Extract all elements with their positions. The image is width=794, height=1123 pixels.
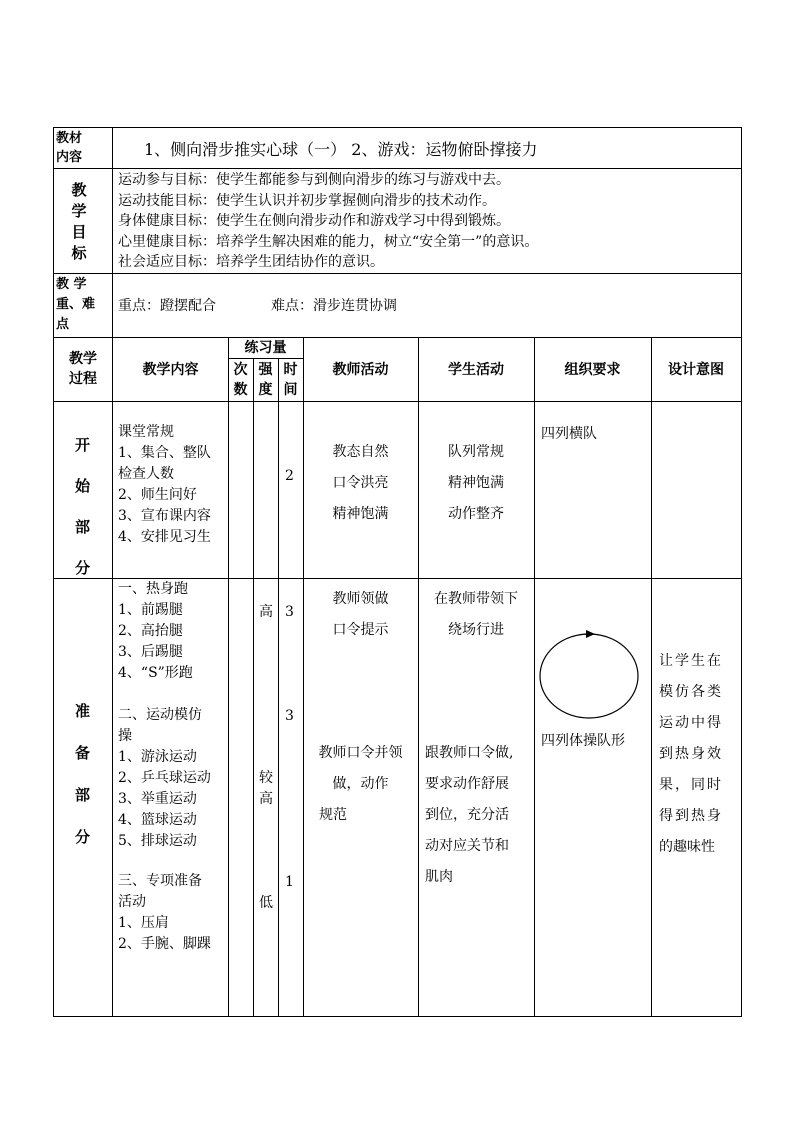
teacher-line: 做，动作 — [332, 776, 389, 792]
design-line: 到热身效 — [659, 746, 723, 762]
prep-intensity-low: 低 — [259, 895, 273, 911]
student-line: 到位，充分活 — [425, 807, 509, 823]
content-line: 2、手腕、脚踝 — [118, 936, 211, 952]
col-times-char: 数 — [233, 382, 248, 398]
design-line: 得到热身 — [659, 808, 723, 824]
col-intensity-char: 强 — [258, 362, 273, 378]
goals-label-char: 目 — [71, 223, 87, 241]
content-line: 3、举重运动 — [118, 791, 197, 807]
material-label — [56, 129, 94, 167]
design-line: 的趣味性 — [659, 839, 715, 855]
goal-item: 运动技能目标：使学生认识并初步掌握侧向滑步的技术动作。 — [118, 192, 496, 209]
content-line: 检查人数 — [118, 466, 174, 482]
content-line: 1、集合、整队 — [118, 445, 211, 461]
student-line: 动对应关节和 — [425, 838, 509, 854]
teacher-line: 口令洪亮 — [332, 475, 389, 491]
prep-student-a — [418, 584, 534, 646]
content-line: 4、安排见习生 — [118, 529, 211, 545]
col-duration-char: 时 — [283, 362, 298, 378]
goals-list — [118, 170, 538, 273]
section-start-student — [418, 437, 534, 530]
prep-teacher-b — [303, 738, 418, 831]
design-line: 果，同时 — [659, 777, 723, 793]
key-label-line: 点 — [56, 317, 70, 332]
col-times — [228, 360, 253, 400]
student-line: 动作整齐 — [448, 506, 504, 522]
design-line: 让学生在 — [659, 653, 723, 669]
goal-item: 运动参与目标：使学生都能参与到侧向滑步的练习与游戏中去。 — [118, 172, 510, 188]
content-line: 活动 — [118, 894, 146, 910]
section-prep-char: 备 — [74, 744, 90, 762]
circle-track — [540, 634, 638, 718]
content-line: 4、“S”形跑 — [118, 665, 193, 681]
section-start-time: 2 — [285, 468, 294, 484]
section-prep-char: 准 — [74, 702, 90, 720]
prep-organization: 四列体操队形 — [541, 733, 625, 749]
key-label — [56, 275, 108, 335]
content-line: 5、排球运动 — [118, 833, 197, 849]
teacher-line: 教态自然 — [332, 444, 389, 460]
goals-label-char: 学 — [71, 202, 87, 220]
material-label-line: 教材 — [56, 131, 83, 146]
col-process — [56, 349, 110, 389]
student-line: 精神饱满 — [448, 475, 504, 491]
prep-intensity-medium-2: 高 — [259, 791, 273, 807]
content-line: 4、篮球运动 — [118, 812, 197, 828]
material-content: 1、侧向滑步推实心球（一） 2、游戏：运物俯卧撑接力 — [144, 140, 538, 159]
design-line: 模仿各类 — [659, 684, 723, 700]
content-line: 2、乒乓球运动 — [118, 770, 211, 786]
section-prep-content-imitation — [118, 705, 211, 852]
col-content: 教学内容 — [142, 362, 199, 378]
col-student: 学生活动 — [448, 362, 504, 378]
teacher-line: 规范 — [319, 807, 347, 823]
student-line: 跟教师口令做, — [425, 745, 514, 761]
section-prep-char: 分 — [74, 828, 90, 846]
difficult-point: 难点：滑步连贯协调 — [271, 298, 397, 314]
key-label-line: 教 学 — [56, 277, 87, 292]
content-line: 课堂常规 — [118, 424, 174, 440]
col-process-line: 过程 — [69, 371, 97, 387]
content-line: 3、宣布课内容 — [118, 508, 211, 524]
content-line: 三、专项准备 — [118, 873, 202, 889]
col-design: 设计意图 — [668, 362, 724, 378]
student-line: 肌肉 — [425, 869, 453, 885]
prep-design-intent — [659, 646, 735, 863]
col-teacher: 教师活动 — [332, 362, 389, 378]
section-prep-name — [53, 690, 112, 858]
key-point: 重点：蹬摆配合 — [118, 298, 216, 314]
goal-item: 身体健康目标：使学生在侧向滑步动作和游戏学习中得到锻炼。 — [118, 213, 510, 229]
content-line: 二、运动模仿 — [118, 707, 202, 723]
prep-time-2: 3 — [285, 708, 294, 724]
teacher-line: 口令提示 — [332, 622, 389, 638]
content-line: 2、师生问好 — [118, 487, 197, 503]
prep-intensity-medium-1: 较 — [259, 770, 273, 786]
section-start-char: 部 — [74, 518, 90, 536]
prep-teacher-a — [303, 584, 418, 646]
section-prep-content-special — [118, 871, 211, 955]
content-line: 2、高抬腿 — [118, 623, 183, 639]
col-times-char: 次 — [233, 362, 248, 378]
goals-label-char: 教 — [71, 181, 87, 199]
teacher-line: 精神饱满 — [332, 506, 389, 522]
student-line: 要求动作舒展 — [425, 776, 509, 792]
col-duration-char: 间 — [283, 382, 298, 398]
col-duration — [278, 360, 303, 400]
design-line: 运动中得 — [659, 715, 723, 731]
goals-label-char: 标 — [71, 244, 87, 262]
col-organization: 组织要求 — [564, 362, 621, 378]
content-line: 3、后踢腿 — [118, 644, 183, 660]
section-start-teacher — [303, 437, 418, 530]
student-line: 在教师带领下 — [434, 591, 518, 607]
section-start-char: 开 — [74, 436, 90, 454]
prep-student-b — [425, 738, 513, 893]
direction-arrow-icon — [586, 630, 595, 638]
col-intensity-char: 度 — [258, 382, 273, 398]
section-start-content — [118, 422, 211, 548]
circle-formation-diagram — [536, 628, 646, 724]
section-start-name — [53, 425, 112, 589]
col-practice: 练习量 — [244, 340, 287, 356]
content-line: 一、热身跑 — [118, 581, 188, 597]
goal-item: 社会适应目标：培养学生团结协作的意识。 — [118, 254, 384, 270]
key-label-line: 重、难 — [56, 297, 96, 312]
teacher-line: 教师领做 — [332, 591, 389, 607]
section-start-organization: 四列横队 — [541, 426, 597, 442]
goals-label — [60, 180, 98, 264]
col-intensity — [253, 360, 278, 400]
section-start-char: 始 — [74, 477, 90, 495]
col-process-line: 教学 — [69, 351, 97, 367]
goal-item: 心里健康目标：培养学生解决困难的能力，树立“安全第一”的意识。 — [118, 233, 539, 250]
teacher-line: 教师口令并领 — [318, 745, 403, 761]
material-label-line: 内容 — [56, 150, 83, 165]
section-start-char: 分 — [74, 559, 90, 577]
section-prep-char: 部 — [74, 786, 90, 804]
prep-time-1: 3 — [285, 604, 294, 620]
student-line: 队列常规 — [448, 444, 504, 460]
student-line: 绕场行进 — [448, 622, 504, 638]
prep-time-3: 1 — [285, 874, 294, 890]
content-line: 1、压肩 — [118, 915, 169, 931]
content-line: 1、游泳运动 — [118, 749, 197, 765]
content-line: 操 — [118, 728, 132, 744]
prep-intensity-high: 高 — [259, 604, 273, 620]
content-line: 1、前踢腿 — [118, 602, 183, 618]
section-prep-content-warmup — [118, 579, 193, 684]
